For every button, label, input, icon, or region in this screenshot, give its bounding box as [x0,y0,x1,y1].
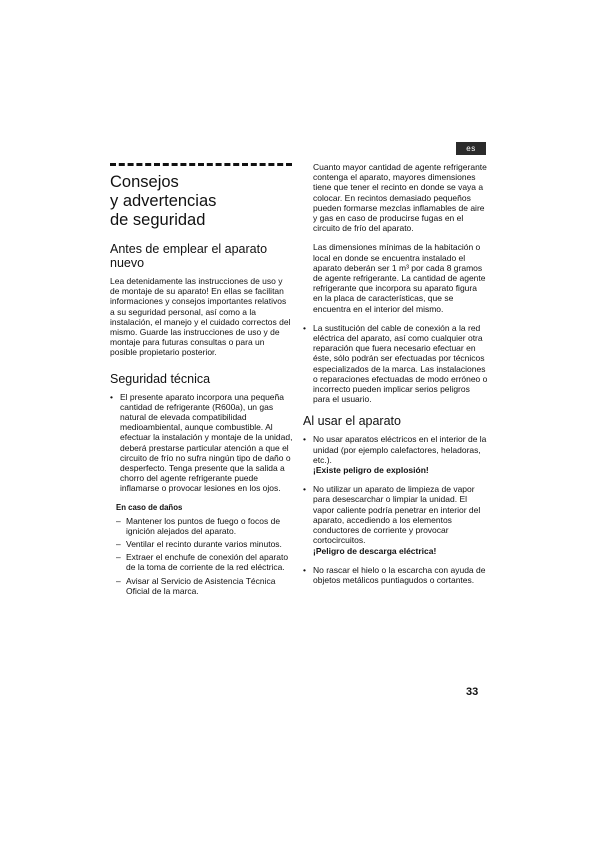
title-line-2: y advertencias [110,192,217,210]
list-item [303,484,488,555]
damage-subheading: En caso de daños [116,502,183,512]
page-title [110,173,293,230]
list-item: • El presente aparato incorpora una pequeña cantidad de refrigerante (R600a), un gas natural de elevada compatibilidad medioambiental, aunque combustible. Al efectuar la instalación y montaje de la unidad, deberá prestarse particular atención a que el circuito de frío no sufra ningún tipo de daño o desperfecto. Tenga presente que la salida a chorro del agente refrigerante puede inflamarse o provocar lesiones en los ojos. [110,392,293,494]
list-item: – Avisar al Servicio de Asistencia Técnica Oficial de la marca. [116,576,293,596]
section-heading-using-appliance: Al usar el aparato [303,414,401,429]
right-column [303,162,488,594]
dashed-rule [110,163,292,166]
section-heading-technical-safety: Seguridad técnica [110,371,211,386]
damage-steps-list [116,516,293,596]
explosion-warning: ¡Existe peligro de explosión! [313,465,429,476]
section-heading-before-use: Antes de emplear el aparato nuevo [110,242,268,270]
title-line-3: de seguridad [110,211,206,229]
list-item-text: No utilizar un aparato de limpieza de vapor para desescarchar o limpiar la unidad. El vapor caliente podría penetrar en interior del aparato, accediendo a los elementos conductores de corriente y provocar cortocircuitos. [313,484,481,546]
electric-shock-warning: ¡Peligro de descarga eléctrica! [313,545,437,556]
page-number: 33 [466,686,479,698]
technical-safety-list [110,392,293,494]
usage-list [303,434,488,585]
repair-list [303,323,488,405]
left-column [110,173,293,604]
list-item: – Extraer el enchufe de conexión del aparato de la toma de corriente de la red eléctrica. [116,552,293,572]
list-item [303,434,488,475]
intro-paragraph: Lea detenidamente las instrucciones de uso y de montaje de su aparato! En ellas se facilitan informaciones y consejos importantes relativos a su seguridad personal, así como a la instalación, el manejo y el cuidado correctos del mismo. Guarde las instrucciones de uso y de montaje para futuras consultas o para un posible propietario posterior. [110,276,291,358]
list-item: • No rascar el hielo o la escarcha con ayuda de objetos metálicos puntiagudos o cortantes. [303,565,488,585]
refrigerant-paragraph: Cuanto mayor cantidad de agente refrigerante contenga el aparato, mayores dimensiones tiene que tener el recinto en donde se vaya a colocar. En recintos demasiado pequeños pueden formarse mezclas inflamables de aire y gas en caso de producirse fugas en el circuito de frío del aparato. [313,162,487,234]
list-item-text: No usar aparatos eléctricos en el interior de la unidad (por ejemplo calefactores, heladoras, etc.). [313,434,487,465]
list-item: – Ventilar el recinto durante varios minutos. [116,539,293,549]
language-badge: es [456,142,486,155]
title-line-1: Consejos [110,173,179,191]
list-item: • La sustitución del cable de conexión a la red eléctrica del aparato, así como cualquier otra reparación que fuera necesario efectuar en éste, sólo podrán ser efectuadas por técnicos especializados de la marca. Las instalaciones o reparaciones efectuadas de modo erróneo o incorrecto pueden implicar serios peligros para el usuario. [303,323,488,405]
list-item: – Mantener los puntos de fuego o focos de ignición alejados del aparato. [116,516,293,536]
room-dimensions-paragraph: Las dimensiones mínimas de la habitación o local en donde se encuentra instalado el aparato deberán ser 1 m³ por cada 8 gramos de agente refrigerante. La cantidad de agente refrigerante que incorpora su aparato figura en la placa de características, que se encuentra en el interior del mismo. [313,242,486,314]
